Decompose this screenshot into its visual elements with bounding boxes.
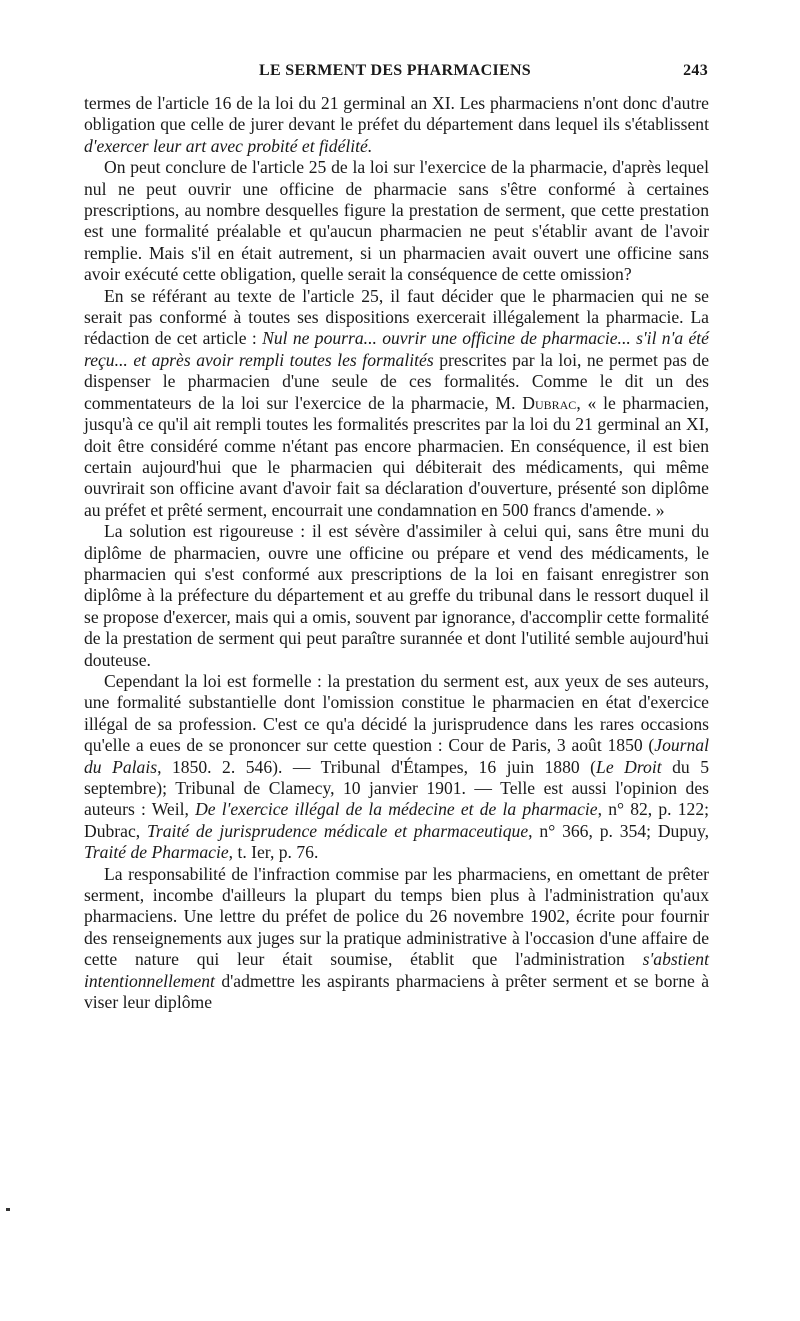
paragraph-4: La solution est rigoureuse : il est sévère d'assimiler à celui qui, sans être muni du diplôme de pharmacien, ouvre une officine ou prépare et vend des médicaments, le pharmacien qui s'est conformé aux prescriptions de la loi en faisant enregistrer son diplôme à la préfecture du département et au greffe du tribunal dans le ressort duquel il se propose d'exercer, mais qui a omis, souvent par ignorance, d'accomplir cette formalité de la prestation de serment qui peut paraître surannée et dont l'utilité semble aujourd'hui douteuse. [84, 521, 709, 670]
author-name: Dubrac [522, 392, 577, 413]
running-title: LE SERMENT DES PHARMACIENS [259, 62, 531, 79]
citation-title: Le Droit [596, 756, 662, 777]
body-text [84, 93, 709, 1013]
citation-title: De l'exercice illégal de la médecine et de la pharmacie [195, 799, 598, 820]
margin-mark [6, 1208, 10, 1211]
page-number: 243 [683, 62, 708, 79]
citation-title: Journal du Palais [84, 735, 709, 777]
citation-title: Traité de Pharmacie [84, 842, 229, 863]
oath-formula: d'exercer leur art avec probité et fidélité. [84, 135, 373, 156]
paragraph-2: On peut conclure de l'article 25 de la loi sur l'exercice de la pharmacie, d'après lequel nul ne peut ouvrir une officine de pharmacie sans s'être conformé à certaines prescriptions, au nombre desquelles figure la prestation de serment, que cette prestation est une formalité préalable et qu'aucun pharmacien ne peut s'établir avant de l'avoir remplie. Mais s'il en était autrement, si un pharmacien avait ouvert une officine sans avoir exécuté cette obligation, quelle serait la conséquence de cette omission? [84, 157, 709, 285]
emphasis: s'abstient intentionnellement [84, 949, 709, 991]
paragraph-3: En se référant au texte de l'article 25, il faut décider que le pharmacien qui ne se serait pas conformé à toutes ses dispositions exercerait illégalement la pharmacie. La rédaction de cet article : Nul ne pourra... ouvrir une officine de pharmacie... s'il n'a été reçu... et après avoir rempli toutes les formalités prescrites par la loi, ne permet pas de dispenser le pharmacien d'une seule de ces formalités. Comme le dit un des commentateurs de la loi sur l'exercice de la pharmacie, M. Dubrac, « le pharmacien, jusqu'à ce qu'il ait rempli toutes les formalités prescrites par la loi du 21 germinal an XI, doit être considéré comme n'étant pas encore pharmacien. En conséquence, il est bien certain aujourd'hui que le pharmacien qui débiterait des médicaments, qui même ouvrirait son officine avant d'avoir fait sa déclaration d'ouverture, présenté son diplôme au préfet et prêté serment, encourrait une condamnation en 500 francs d'amende. » [84, 285, 709, 520]
citation-title: Traité de jurisprudence médicale et pharmaceutique [147, 820, 529, 841]
paragraph-6: La responsabilité de l'infraction commise par les pharmaciens, en omettant de prêter serment, incombe d'ailleurs la plupart du temps bien plus à l'administration qu'aux pharmaciens. Une lettre du préfet de police du 26 novembre 1902, écrite pour fournir des renseignements aux juges sur la pratique administrative à l'occasion d'une affaire de cette nature qui leur était soumise, établit que l'administration s'abstient intentionnellement d'admettre les aspirants pharmaciens à prêter serment et se borne à viser leur diplôme [84, 863, 710, 1013]
paragraph-5: Cependant la loi est formelle : la prestation du serment est, aux yeux de ses auteurs, une formalité substantielle dont l'omission constitue le pharmacien en état d'exercice illégal de sa profession. C'est ce qu'a décidé la jurisprudence dans les rares occasions qu'elle a eues de se prononcer sur cette question : Cour de Paris, 3 août 1850 (Journal du Palais, 1850. 2. 546). — Tribunal d'Étampes, 16 juin 1880 (Le Droit du 5 septembre); Tribunal de Clamecy, 10 janvier 1901. — Telle est aussi l'opinion des auteurs : Weil, De l'exercice illégal de la médecine et de la pharmacie, n° 82, p. 122; Dubrac, Traité de jurisprudence médicale et pharmaceutique, n° 366, p. 354; Dupuy, Traité de Pharmacie, t. Ier, p. 76. [84, 670, 710, 863]
running-header [82, 62, 708, 84]
paragraph-1: termes de l'article 16 de la loi du 21 germinal an XI. Les pharmaciens n'ont donc d'autre obligation que celle de jurer devant le préfet du département dans lequel ils s'établissent d'exercer leur art avec probité et fidélité. [84, 93, 709, 156]
quoted-article: Nul ne pourra... ouvrir une officine de pharmacie... s'il n'a été reçu... et après avoir rempli toutes les formalités [84, 328, 709, 370]
